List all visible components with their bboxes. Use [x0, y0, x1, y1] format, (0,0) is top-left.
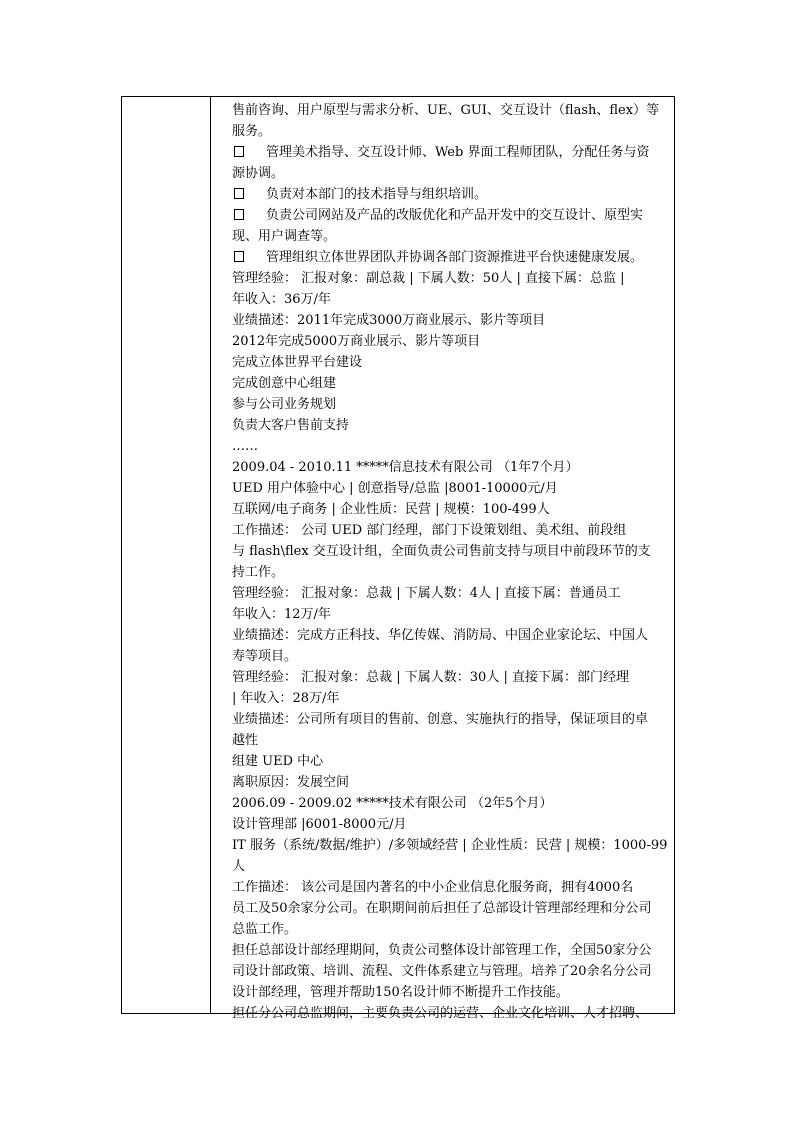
bullet-line — [232, 142, 672, 163]
text-line — [232, 226, 672, 247]
content-column — [211, 97, 674, 1021]
line-text: 设计管理部 |6001-8000元/月 — [232, 817, 407, 832]
text-line — [232, 100, 672, 121]
bullet-line — [232, 184, 672, 205]
text-line — [232, 709, 672, 730]
text-line — [232, 520, 672, 541]
line-text: 管理经验： 汇报对象：副总裁 | 下属人数：50人 | 直接下属：总监 | — [232, 271, 625, 286]
text-line — [232, 604, 672, 625]
text-line — [232, 835, 672, 856]
line-text: 服务。 — [232, 124, 272, 139]
line-text: 2006.09 - 2009.02 *****技术有限公司 （2年5个月） — [232, 796, 553, 811]
text-line — [232, 772, 672, 793]
text-line — [232, 856, 672, 877]
text-line — [232, 163, 672, 184]
text-line — [232, 667, 672, 688]
text-line — [232, 814, 672, 835]
line-text: 管理经验： 汇报对象：总裁 | 下属人数：4人 | 直接下属：普通员工 — [232, 586, 621, 601]
text-line — [232, 352, 672, 373]
line-text: 2012年完成5000万商业展示、影片等项目 — [232, 334, 481, 349]
line-text: 工作描述： 该公司是国内著名的中小企业信息化服务商，拥有4000名 — [232, 880, 634, 895]
text-line — [232, 751, 672, 772]
text-line — [232, 919, 672, 940]
line-text: 年收入：36万/年 — [232, 292, 331, 307]
line-text: 持工作。 — [232, 565, 285, 580]
line-text: …… — [232, 439, 258, 454]
line-text: 工作描述： 公司 UED 部门经理，部门下设策划组、美术组、前段组 — [232, 523, 627, 538]
bullet-line — [232, 247, 672, 268]
line-text: 业绩描述：公司所有项目的售前、创意、实施执行的指导，保证项目的卓 — [232, 712, 649, 727]
line-text: 参与公司业务规划 — [232, 397, 337, 412]
text-line — [232, 289, 672, 310]
line-text: 互联网/电子商务 | 企业性质：民营 | 规模：100-499人 — [232, 502, 550, 517]
line-text: 售前咨询、用户原型与需求分析、UE、GUI、交互设计（flash、flex）等 — [232, 103, 660, 118]
resume-table — [121, 96, 675, 1021]
line-text: 越性 — [232, 733, 259, 748]
line-text: 完成立体世界平台建设 — [232, 355, 363, 370]
line-text: 员工及50余家分公司。在职期间前后担任了总部设计管理部经理和分公司 — [232, 901, 652, 916]
bullet-box-icon — [234, 251, 244, 262]
text-line — [232, 688, 672, 709]
line-text: 管理经验： 汇报对象：总裁 | 下属人数：30人 | 直接下属：部门经理 — [232, 670, 629, 685]
text-line — [232, 646, 672, 667]
line-text: 管理美术指导、交互设计师、Web 界面工程师团队，分配任务与资 — [266, 145, 650, 160]
line-text: UED 用户体验中心 | 创意指导/总监 |8001-10000元/月 — [232, 481, 558, 496]
bullet-box-icon — [234, 188, 244, 199]
line-text: 设计部经理，管理并帮助150名设计师不断提升工作技能。 — [232, 985, 569, 1000]
line-text: | 年收入：28万/年 — [232, 691, 340, 706]
bullet-box-icon — [234, 209, 244, 220]
text-line — [232, 982, 672, 1003]
line-text: 年收入：12万/年 — [232, 607, 331, 622]
line-text: 组建 UED 中心 — [232, 754, 324, 769]
line-text: 2009.04 - 2010.11 *****信息技术有限公司 （1年7个月） — [232, 460, 579, 475]
line-text: 总监工作。 — [232, 922, 298, 937]
text-line — [232, 499, 672, 520]
line-text: 担任分公司总监期间，主要负责公司的运营、企业文化培训、人才招聘、 — [232, 1006, 649, 1021]
label-column — [122, 97, 211, 1013]
line-text: 现、用户调查等。 — [232, 229, 337, 244]
text-line — [232, 940, 672, 961]
line-text: 担任总部设计部经理期间，负责公司整体设计部管理工作，全国50家分公 — [232, 943, 652, 958]
text-line — [232, 310, 672, 331]
line-text: 源协调。 — [232, 166, 285, 181]
line-text: 管理组织立体世界团队并协调各部门资源推进平台快速健康发展。 — [266, 250, 644, 265]
text-line — [232, 898, 672, 919]
bullet-line — [232, 205, 672, 226]
line-text: 司设计部政策、培训、流程、文件体系建立与管理。培养了20余名分公司 — [232, 964, 652, 979]
line-text: 业绩描述：2011年完成3000万商业展示、影片等项目 — [232, 313, 546, 328]
text-line — [232, 961, 672, 982]
text-line — [232, 121, 672, 142]
text-line — [232, 373, 672, 394]
text-line — [232, 394, 672, 415]
text-line — [232, 1003, 672, 1024]
work-experience-text — [232, 100, 672, 1024]
text-line — [232, 625, 672, 646]
text-line — [232, 331, 672, 352]
text-line — [232, 268, 672, 289]
line-text: 业绩描述：完成方正科技、华亿传媒、消防局、中国企业家论坛、中国人 — [232, 628, 649, 643]
text-line — [232, 436, 672, 457]
text-line — [232, 793, 672, 814]
text-line — [232, 457, 672, 478]
bullet-box-icon — [234, 146, 244, 157]
line-text: 负责大客户售前支持 — [232, 418, 350, 433]
line-text: 寿等项目。 — [232, 649, 298, 664]
text-line — [232, 583, 672, 604]
text-line — [232, 478, 672, 499]
text-line — [232, 730, 672, 751]
text-line — [232, 877, 672, 898]
line-text: IT 服务（系统/数据/维护）/多领域经营 | 企业性质：民营 | 规模：1000-99 — [232, 838, 668, 853]
text-line — [232, 541, 672, 562]
text-line — [232, 415, 672, 436]
line-text: 完成创意中心组建 — [232, 376, 337, 391]
text-line — [232, 562, 672, 583]
line-text: 负责对本部门的技术指导与组织培训。 — [266, 187, 488, 202]
line-text: 与 flash\flex 交互设计组，全面负责公司售前支持与项目中前段环节的支 — [232, 544, 651, 559]
line-text: 人 — [232, 859, 246, 874]
line-text: 离职原因：发展空间 — [232, 775, 350, 790]
line-text: 负责公司网站及产品的改版优化和产品开发中的交互设计、原型实 — [266, 208, 644, 223]
